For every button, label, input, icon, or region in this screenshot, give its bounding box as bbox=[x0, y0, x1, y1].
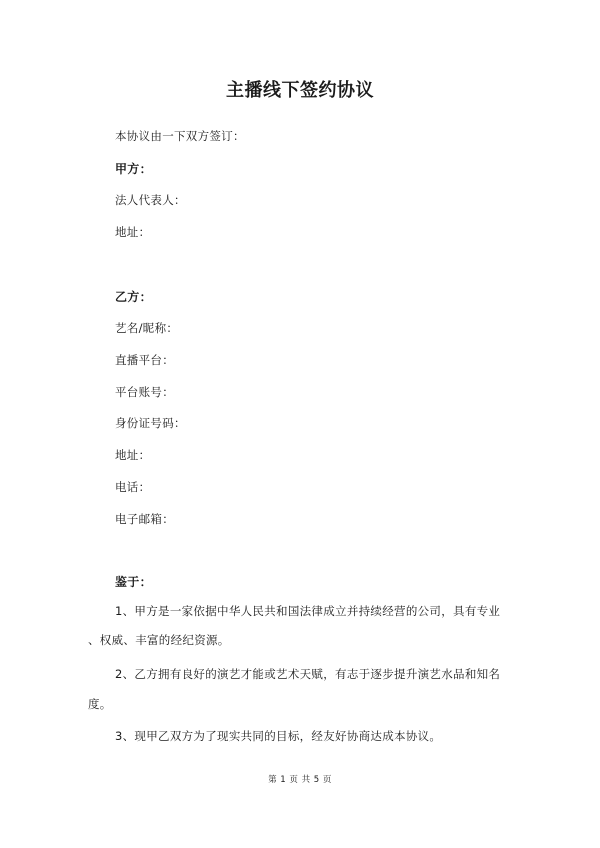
whereas-item-1-line-1: 1、甲方是一家依据中华人民共和国法律成立并持续经营的公司，具有专业 bbox=[115, 604, 501, 618]
whereas-item-2-line-2: 度。 bbox=[88, 697, 112, 711]
party-b-id-number-label: 身份证号码： bbox=[115, 416, 186, 430]
party-b-stage-name-label: 艺名/昵称： bbox=[115, 321, 179, 335]
whereas-heading: 鉴于： bbox=[115, 575, 152, 589]
whereas-item-1-line-2: 、权威、丰富的经纪资源。 bbox=[88, 633, 230, 647]
party-b-phone-label: 电话： bbox=[115, 480, 151, 494]
party-b-heading: 乙方： bbox=[115, 290, 152, 304]
party-b-address-label: 地址： bbox=[115, 448, 151, 462]
whereas-item-3: 3、现甲乙双方为了现实共同的目标，经友好协商达成本协议。 bbox=[115, 729, 442, 743]
party-b-email-label: 电子邮箱： bbox=[115, 512, 174, 526]
party-a-address-label: 地址： bbox=[115, 225, 151, 239]
party-b-platform-label: 直播平台： bbox=[115, 353, 174, 367]
party-a-heading: 甲方： bbox=[115, 162, 152, 176]
whereas-item-2-line-1: 2、乙方拥有良好的演艺才能或艺术天赋，有志于逐步提升演艺水品和知名 bbox=[115, 667, 501, 681]
party-b-account-label: 平台账号： bbox=[115, 385, 174, 399]
intro-text: 本协议由一下双方签订： bbox=[115, 129, 245, 143]
page-footer: 第 1 页 共 5 页 bbox=[268, 775, 332, 785]
party-a-legal-rep-label: 法人代表人： bbox=[115, 193, 186, 207]
document-title: 主播线下签约协议 bbox=[226, 80, 374, 101]
